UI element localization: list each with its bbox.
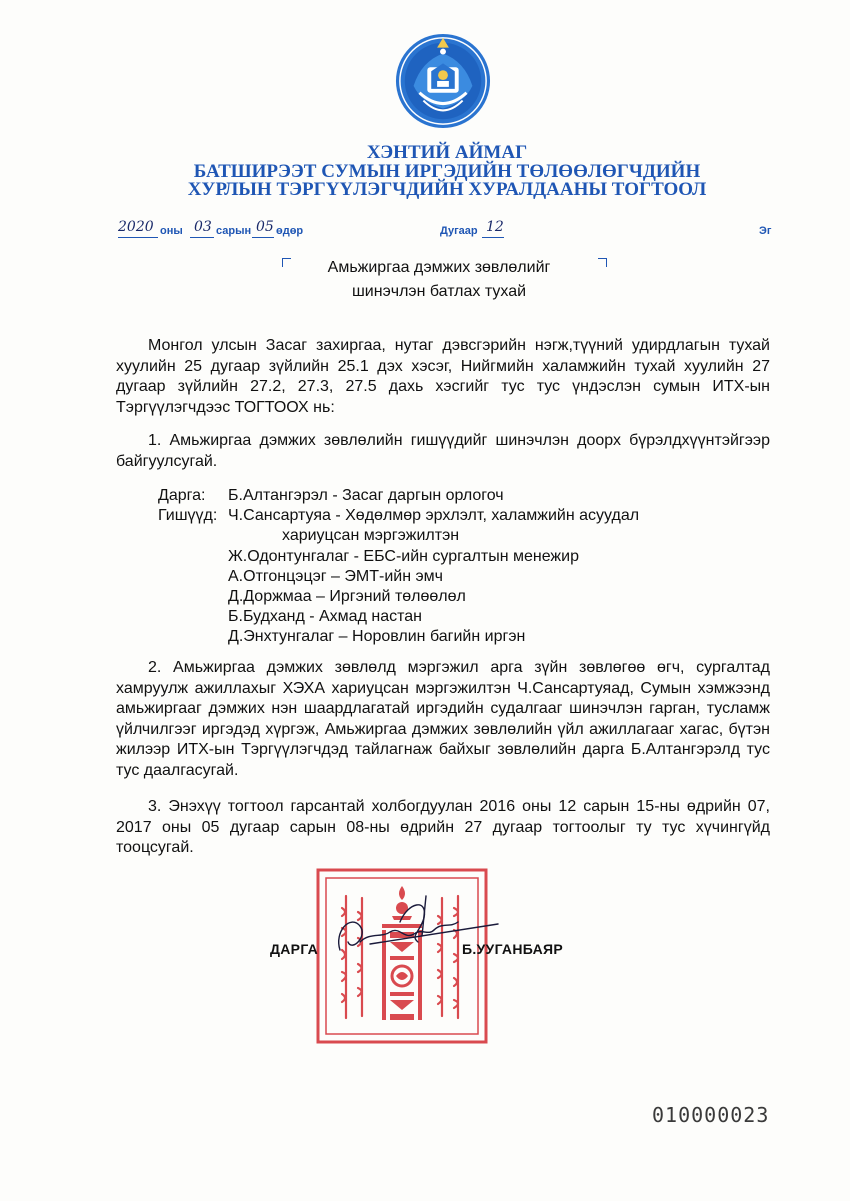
- signatory-title: ДАРГА: [270, 941, 319, 957]
- paragraph-preamble: Монгол улсын Засаг захиргаа, нутаг дэвсгэрийн нэгж,түүний удирдлагын тухай хуулийн 25 дугаар зүйлийн 25.1 дэх хэсэг, Нийгмийн халамжийн тухай хуулийн 27 дугаар зүйлийн 27.2, 27.3, 27.5 дахь хэсгийг тус тус үндэслэн сумын ИТХ-ын Тэргүүлэгчдээс ТОГТООХ нь:: [116, 337, 770, 416]
- month-label: сарын: [216, 225, 252, 237]
- members-list: [158, 486, 718, 648]
- number-label: Дугаар: [440, 225, 478, 237]
- paragraph-item-1: 1. Амьжиргаа дэмжих зөвлөлийн гишүүдийг шинэчлэн доорх бүрэлдхүүнтэйгээр байгуулсугай.: [116, 432, 770, 470]
- day-label: өдөр: [276, 225, 304, 237]
- state-emblem-icon: [394, 32, 492, 130]
- member-row: [158, 547, 718, 567]
- date-number-line: [118, 219, 778, 243]
- paragraph-item-3: 3. Энэхүү тогтоол гарсантай холбогдуулан 2016 оны 12 сарын 15-ны өдрийн 07, 2017 оны 05 дугаар сарын 08-ны өдрийн 27 дугаар тогтоолыг ту тус хүчингүйд тооцсугай.: [116, 798, 770, 857]
- member-text: А.Отгонцэцэг – ЭМТ-ийн эмч: [228, 567, 443, 585]
- member-text: Б.Будханд - Ахмад настан: [228, 608, 422, 626]
- member-row: [158, 567, 718, 587]
- handwritten-signature-icon: [330, 892, 500, 964]
- member-role: Дарга:: [158, 487, 206, 504]
- member-role: Гишүүд:: [158, 507, 218, 525]
- year-label: оны: [160, 225, 183, 237]
- number-value: 12: [486, 219, 504, 235]
- member-text: Д.Энхтунгалаг – Норовлин багийн иргэн: [228, 628, 526, 646]
- month-value: 03: [194, 219, 212, 235]
- subject-line-1: Амьжиргаа дэмжих зөвлөлийг: [327, 259, 551, 276]
- header-line-council: БАТШИРЭЭТ СУМЫН ИРГЭДИЙН ТӨЛӨӨЛӨГЧДИЙН: [193, 161, 701, 182]
- place-label: Эг: [759, 225, 772, 237]
- paragraph-item-2: 2. Амьжиргаа дэмжих зөвлөлд мэргэжил арга зүйн зөвлөгөө өгч, сургалтад хамруулж ажиллахыг ХЭХА хариуцсан мэргэжилтэн Ч.Сансартуяад, Сумын хэмжээнд амьжиргааг дэмжих нэн шаардлагатай иргэдийн судалгааг шинэчлэн гарган, тусламж үйлчилгээг иргэдэд хүргэж, Амьжиргаа дэмжих зөвлөлийн үйл ажиллагааг хагас, бүтэн жилээр ИТХ-ын Тэргүүлэгчдэд тайлагнаж байхыг зөвлөлийн дарга Б.Алтангэрэлд тус тус даалгасугай.: [116, 659, 770, 779]
- member-row: [158, 627, 718, 647]
- member-row: [158, 526, 718, 546]
- subject-line-2: шинэчлэн батлах тухай: [351, 283, 527, 300]
- year-value: 2020: [118, 219, 154, 235]
- member-text: Ч.Сансартуяа - Хөдөлмөр эрхлэлт, халамжийн асуудал: [228, 507, 640, 525]
- signatory-name: Б.УУГАНБАЯР: [462, 941, 563, 957]
- day-value: 05: [256, 219, 274, 235]
- header-line-aimag: ХЭНТИЙ АЙМАГ: [366, 142, 528, 163]
- member-row: [158, 607, 718, 627]
- member-row: [158, 587, 718, 607]
- member-text: Ж.Одонтунгалаг - ЕБС-ийн сургалтын менежир: [228, 547, 579, 565]
- serial-number: 010000023: [652, 1103, 770, 1127]
- header-line-resolution: ХУРЛЫН ТЭРГҮҮЛЭГЧДИЙН ХУРАЛДААНЫ ТОГТООЛ: [187, 179, 707, 200]
- member-text: Б.Алтангэрэл - Засаг даргын орлогоч: [228, 487, 504, 504]
- member-row: [158, 506, 718, 526]
- member-row: [158, 486, 718, 506]
- member-text: хариуцсан мэргэжилтэн: [282, 527, 460, 545]
- member-text: Д.Доржмаа – Иргэний төлөөлөл: [228, 587, 466, 605]
